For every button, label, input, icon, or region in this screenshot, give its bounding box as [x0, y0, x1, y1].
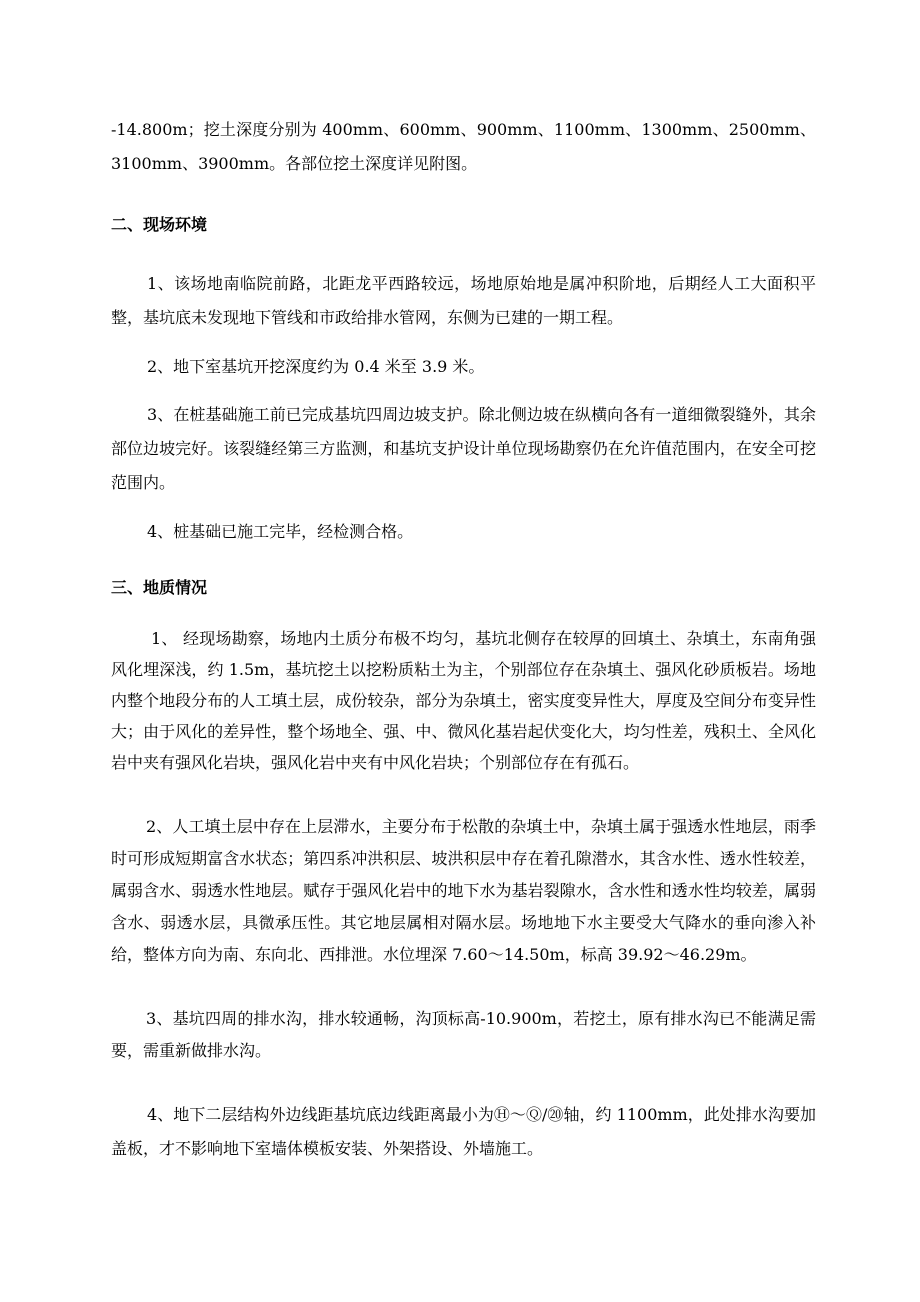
geology-item-1: 1、 经现场勘察，场地内土质分布极不均匀，基坑北侧存在较厚的回填土、杂填土，东南角强风化埋深浅，约 1.5m，基坑挖土以挖粉质粘土为主，个别部位存在杂填土、强风化砂质板岩。场地内整个地段分布的人工填土层，成份较杂，部分为杂填土，密实度变异性大，厚度及空间分布变异性大；由于风化的差异性，整个场地全、强、中、微风化基岩起伏变化大，均匀性差，残积土、全风化岩中夹有强风化岩块，强风化岩中夹有中风化岩块；个别部位存在有孤石。: [111, 629, 816, 772]
site-environment-item-3: 3、在桩基础施工前已完成基坑四周边坡支护。除北侧边坡在纵横向各有一道细微裂缝外，其余部位边坡完好。该裂缝经第三方监测，和基坑支护设计单位现场勘察仍在允许值范围内，在安全可挖范围内。: [111, 405, 816, 492]
site-environment-item-2: 2、地下室基坑开挖深度约为 0.4 米至 3.9 米。: [147, 357, 485, 376]
intro-paragraph: -14.800m；挖土深度分别为 400mm、600mm、900mm、1100mm、1300mm、2500mm、3100mm、3900mm。各部位挖土深度详见附图。: [111, 120, 816, 173]
section-heading-site-environment: 二、现场环境: [111, 215, 208, 234]
site-environment-item-4: 4、桩基础已施工完毕，经检测合格。: [147, 522, 414, 541]
geology-item-2: 2、人工填土层中存在上层滞水，主要分布于松散的杂填土中，杂填土属于强透水性地层，雨季时可形成短期富含水状态；第四系冲洪积层、坡洪积层中存在着孔隙潜水，其含水性、透水性较差，属弱含水、弱透水性地层。赋存于强风化岩中的地下水为基岩裂隙水，含水性和透水性均较差，属弱含水、弱透水层，具微承压性。其它地层属相对隔水层。场地地下水主要受大气降水的垂向渗入补给，整体方向为南、东向北、西排泄。水位埋深 7.60～14.50m，标高 39.92～46.29m。: [111, 817, 816, 964]
geology-item-3: 3、基坑四周的排水沟，排水较通畅，沟顶标高-10.900m，若挖土，原有排水沟已不能满足需要，需重新做排水沟。: [111, 1009, 816, 1060]
section-heading-geology: 三、地质情况: [111, 578, 208, 597]
site-environment-item-1: 1、该场地南临院前路，北距龙平西路较远，场地原始地是属冲积阶地，后期经人工大面积平整，基坑底未发现地下管线和市政给排水管网，东侧为已建的一期工程。: [111, 274, 816, 327]
geology-item-4: 4、地下二层结构外边线距基坑底边线距离最小为Ⓗ～Ⓠ/⑳轴，约 1100mm，此处排水沟要加盖板，才不影响地下室墙体模板安装、外架搭设、外墙施工。: [111, 1105, 816, 1158]
